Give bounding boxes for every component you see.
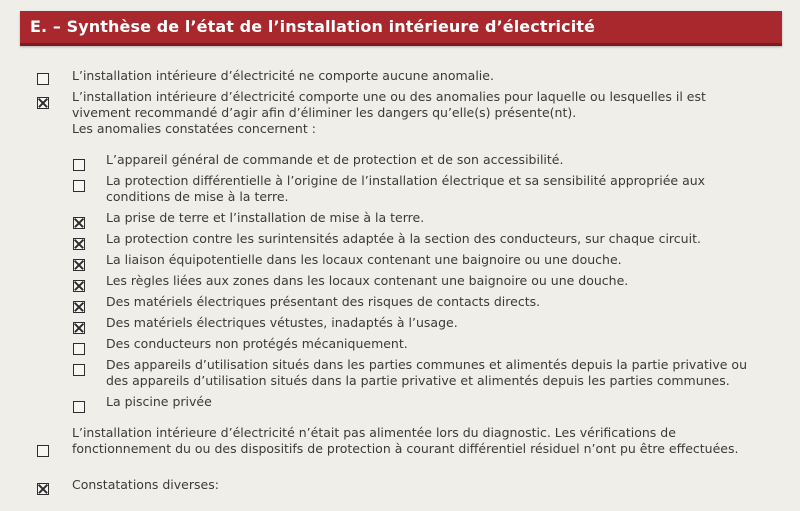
checkbox-anomalies[interactable] bbox=[37, 97, 49, 109]
anomaly-1-text: L’appareil général de commande et de protection et de son accessibilité. bbox=[106, 152, 564, 167]
anomaly-11-text: La piscine privée bbox=[106, 394, 212, 409]
anomaly-4-text: La protection contre les surintensités adaptée à la section des conducteurs, sur chaque circuit. bbox=[106, 231, 701, 246]
anomaly-3-text: La prise de terre et l’installation de mise à la terre. bbox=[106, 210, 425, 225]
checkbox-anomaly-11[interactable] bbox=[73, 401, 85, 413]
checkbox-misc[interactable] bbox=[37, 483, 49, 495]
anomaly-6-text: Les règles liées aux zones dans les locaux contenant une baignoire ou une douche. bbox=[106, 273, 629, 288]
checkbox-anomaly-10[interactable] bbox=[73, 364, 85, 376]
not-powered-text-line2: fonctionnement du ou des dispositifs de protection à courant différentiel résiduel n’ont pu être effectuées. bbox=[72, 441, 739, 456]
no-anomaly-text: L’installation intérieure d’électricité ne comporte aucune anomalie. bbox=[72, 68, 494, 83]
anomaly-2-text-line2: conditions de mise à la terre. bbox=[106, 189, 289, 204]
not-powered-text-line1: L’installation intérieure d’électricité n’était pas alimentée lors du diagnostic. Les vérifications de bbox=[72, 425, 676, 440]
checkbox-anomaly-5[interactable] bbox=[73, 259, 85, 271]
checkbox-anomaly-1[interactable] bbox=[73, 159, 85, 171]
anomaly-8-text: Des matériels électriques vétustes, inadaptés à l’usage. bbox=[106, 315, 458, 330]
section-title: E. – Synthèse de l’état de l’installation intérieure d’électricité bbox=[30, 17, 596, 36]
checkbox-anomaly-9[interactable] bbox=[73, 343, 85, 355]
anomalies-text-line2: vivement recommandé d’agir afin d’éliminer les dangers qu’elle(s) présente(nt). bbox=[72, 105, 577, 120]
checkbox-anomaly-8[interactable] bbox=[73, 322, 85, 334]
anomalies-text-line1: L’installation intérieure d’électricité comporte une ou des anomalies pour laquelle ou lesquelles il est bbox=[72, 89, 706, 104]
anomaly-7-text: Des matériels électriques présentant des risques de contacts directs. bbox=[106, 294, 541, 309]
checkbox-anomaly-7[interactable] bbox=[73, 301, 85, 313]
section-header bbox=[20, 11, 782, 46]
misc-text: Constatations diverses: bbox=[72, 477, 219, 492]
anomaly-5-text: La liaison équipotentielle dans les locaux contenant une baignoire ou une douche. bbox=[106, 252, 622, 267]
checkbox-anomaly-4[interactable] bbox=[73, 238, 85, 250]
checkbox-anomaly-2[interactable] bbox=[73, 180, 85, 192]
checkbox-no-anomaly[interactable] bbox=[37, 73, 49, 85]
checkbox-not-powered[interactable] bbox=[37, 445, 49, 457]
anomalies-text-line3: Les anomalies constatées concernent : bbox=[72, 121, 316, 136]
anomaly-9-text: Des conducteurs non protégés mécaniquement. bbox=[106, 336, 408, 351]
anomaly-2-text-line1: La protection différentielle à l’origine de l’installation électrique et sa sensibilité appropriée aux bbox=[106, 173, 706, 188]
anomaly-10-text-line2: des appareils d’utilisation situés dans la partie privative et alimentés depuis les parties communes. bbox=[106, 373, 730, 388]
checkbox-anomaly-6[interactable] bbox=[73, 280, 85, 292]
anomaly-10-text-line1: Des appareils d’utilisation situés dans les parties communes et alimentés depuis la partie privative ou bbox=[106, 357, 747, 372]
checkbox-anomaly-3[interactable] bbox=[73, 217, 85, 229]
